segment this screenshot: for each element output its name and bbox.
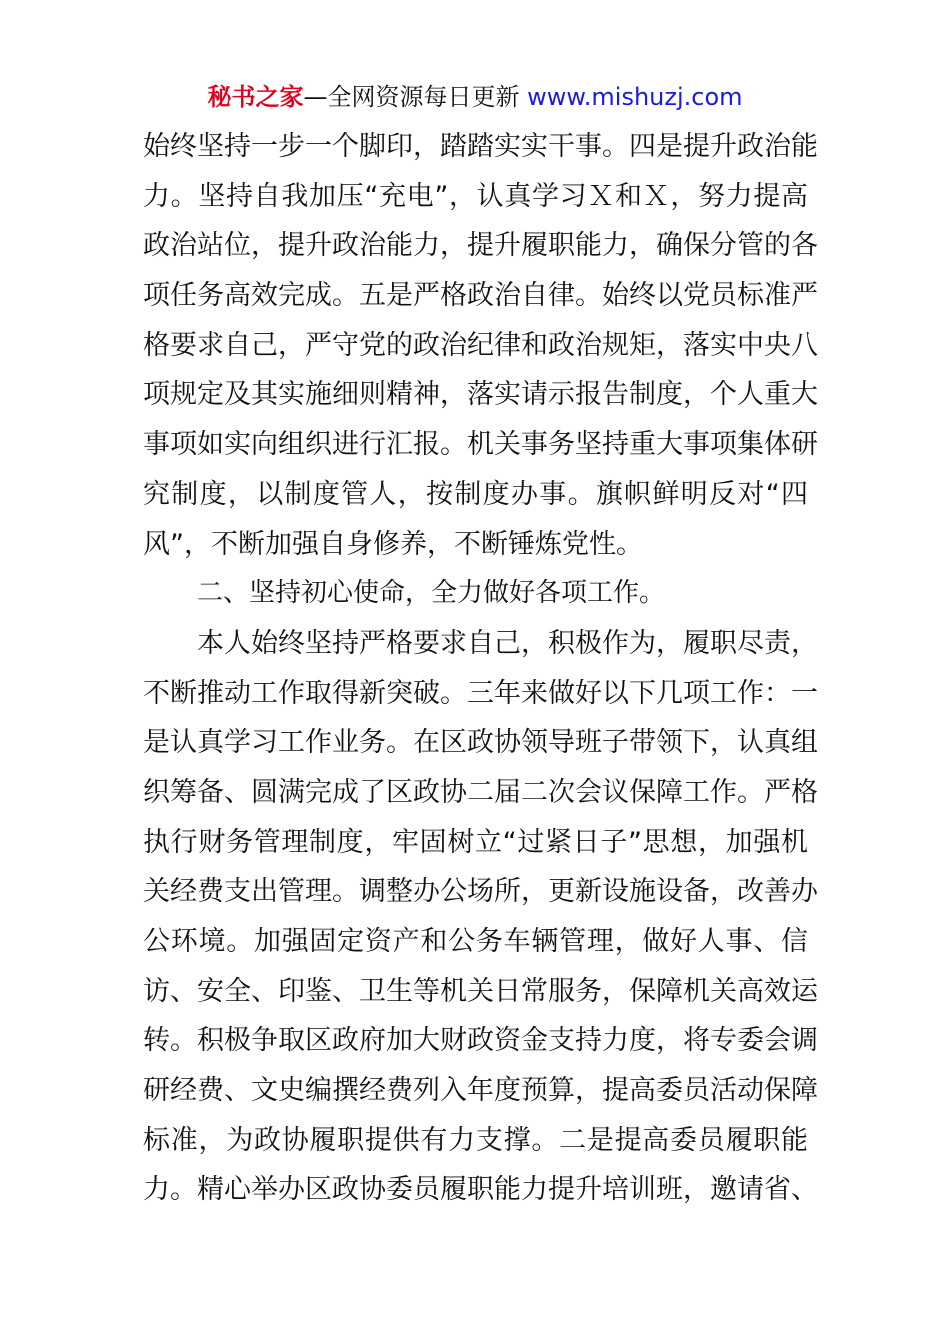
text-line: 项任务高效完成。五是严格政治自律。始终以党员标准严 bbox=[143, 280, 818, 312]
text-line: 关经费支出管理。调整办公场所，更新设施设备，改善办 bbox=[143, 876, 818, 908]
text-line: 转。积极争取区政府加大财政资金支持力度，将专委会调 bbox=[143, 1025, 818, 1057]
text-line: 织筹备、圆满完成了区政协二届二次会议保障工作。严格 bbox=[143, 776, 818, 808]
text-line: 研经费、文史编撰经费列入年度预算，提高委员活动保障 bbox=[143, 1075, 818, 1107]
site-url-link[interactable]: www.mishuzj.com bbox=[527, 83, 743, 111]
text-line: 访、安全、印鉴、卫生等机关日常服务，保障机关高效运 bbox=[143, 975, 818, 1007]
document-body bbox=[143, 122, 818, 1215]
text-line: 公环境。加强固定资产和公务车辆管理，做好人事、信 bbox=[143, 926, 808, 957]
text-line: 本人始终坚持严格要求自己，积极作为，履职尽责， bbox=[197, 627, 818, 659]
text-line: 究制度，以制度管人，按制度办事。旗帜鲜明反对“四 bbox=[143, 478, 808, 510]
text-line: 风”，不断加强自身修养，不断锤炼党性。 bbox=[143, 528, 643, 560]
text-line: 执行财务管理制度，牢固树立“过紧日子”思想，加强机 bbox=[143, 826, 808, 858]
text-line: 始终坚持一步一个脚印，踏踏实实干事。四是提升政治能 bbox=[143, 131, 818, 162]
text-line: 不断推动工作取得新突破。三年来做好以下几项工作：一 bbox=[143, 677, 818, 709]
text-line: 力。精心举办区政协委员履职能力提升培训班，邀请省、 bbox=[143, 1174, 818, 1206]
text-line: 项规定及其实施细则精神，落实请示报告制度，个人重大 bbox=[143, 379, 818, 411]
site-tagline: —全网资源每日更新 bbox=[303, 83, 520, 111]
text-line: 格要求自己，严守党的政治纪律和政治规矩，落实中央八 bbox=[143, 329, 818, 361]
text-line: 是认真学习工作业务。在区政协领导班子带领下，认真组 bbox=[143, 727, 818, 759]
text-line: 事项如实向组织进行汇报。机关事务坚持重大事项集体研 bbox=[143, 429, 818, 461]
text-line: 力。坚持自我加压“充电”，认真学习Ｘ和Ｘ，努力提高 bbox=[143, 180, 808, 212]
section-heading: 二、坚持初心使命，全力做好各项工作。 bbox=[197, 578, 666, 609]
site-brand: 秘书之家 bbox=[207, 83, 304, 111]
text-line: 政治站位，提升政治能力，提升履职能力，确保分管的各 bbox=[143, 230, 818, 262]
site-header bbox=[0, 80, 950, 114]
text-line: 标准，为政协履职提供有力支撑。二是提高委员履职能 bbox=[143, 1124, 808, 1156]
